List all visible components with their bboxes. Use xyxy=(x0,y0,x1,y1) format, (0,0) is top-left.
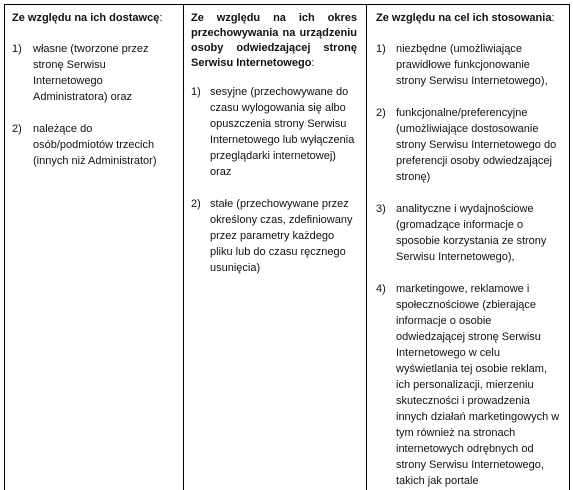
item-number: 1) xyxy=(376,43,386,55)
list-item xyxy=(191,84,357,180)
heading-text: Ze względu na cel ich stosowania xyxy=(376,12,552,24)
heading-colon: : xyxy=(159,12,163,24)
list-item xyxy=(376,281,561,489)
item-text: funkcjonalne/preferencyjne (umożliwiające dostosowanie strony Serwisu Internetowego do preferencji osoby odwiedzającej stronę) xyxy=(396,107,557,183)
column-heading xyxy=(376,11,561,26)
item-text: należące do osób/podmiotów trzecich (innych niż Administrator) xyxy=(33,123,157,167)
column-by-provider xyxy=(5,5,184,490)
heading-colon: : xyxy=(551,12,555,24)
item-text: własne (tworzone przez stronę Serwisu Internetowego Administratora) oraz xyxy=(33,43,149,103)
column-heading xyxy=(191,11,357,71)
item-number: 2) xyxy=(12,123,22,135)
item-list xyxy=(191,84,357,276)
column-heading xyxy=(12,11,175,26)
item-text: niezbędne (umożliwiające prawidłowe funkcjonowanie strony Serwisu Internetowego), xyxy=(396,43,548,87)
item-text: sesyjne (przechowywane do czasu wylogowania się albo opuszczenia strony Serwisu Internetowego lub wyłączenia przeglądarki internetowej) oraz xyxy=(210,86,355,178)
column-by-storage-period xyxy=(184,5,367,490)
heading-colon: : xyxy=(311,57,315,69)
list-item xyxy=(191,196,357,276)
cookie-types-table xyxy=(4,4,570,490)
list-item xyxy=(376,201,561,265)
item-number: 3) xyxy=(376,203,386,215)
list-item xyxy=(376,41,561,89)
item-list xyxy=(376,41,561,489)
item-number: 4) xyxy=(376,283,386,295)
item-list xyxy=(12,41,175,169)
list-item xyxy=(12,121,175,169)
item-number: 2) xyxy=(376,107,386,119)
item-number: 2) xyxy=(191,198,201,210)
item-text: marketingowe, reklamowe i społecznościowe (zbierające informacje o osobie odwiedzającej stronę Serwisu Internetowego w celu wyświetlania tej osobie reklam, ich personalizacji, mierzeniu skuteczności i prowadzenia innych działań marketingowych w tym również na stronach internetowych odrębnych od strony Serwisu Internetowego, takich jak portale xyxy=(396,283,560,487)
list-item xyxy=(12,41,175,105)
item-number: 1) xyxy=(191,86,201,98)
item-number: 1) xyxy=(12,43,22,55)
heading-text: Ze względu na ich okres przechowywania na urządzeniu osoby odwiedzającej stronę Serwisu Internetowego xyxy=(191,12,357,69)
item-text: stałe (przechowywane przez określony czas, zdefiniowany przez parametry każdego pliku lub do czasu ręcznego usunięcia) xyxy=(210,198,353,274)
column-by-purpose xyxy=(367,5,569,490)
item-text: analityczne i wydajnościowe (gromadzące informacje o sposobie korzystania ze strony Serwisu Internetowego), xyxy=(396,203,547,263)
list-item xyxy=(376,105,561,185)
heading-text: Ze względu na ich dostawcę xyxy=(12,12,160,24)
